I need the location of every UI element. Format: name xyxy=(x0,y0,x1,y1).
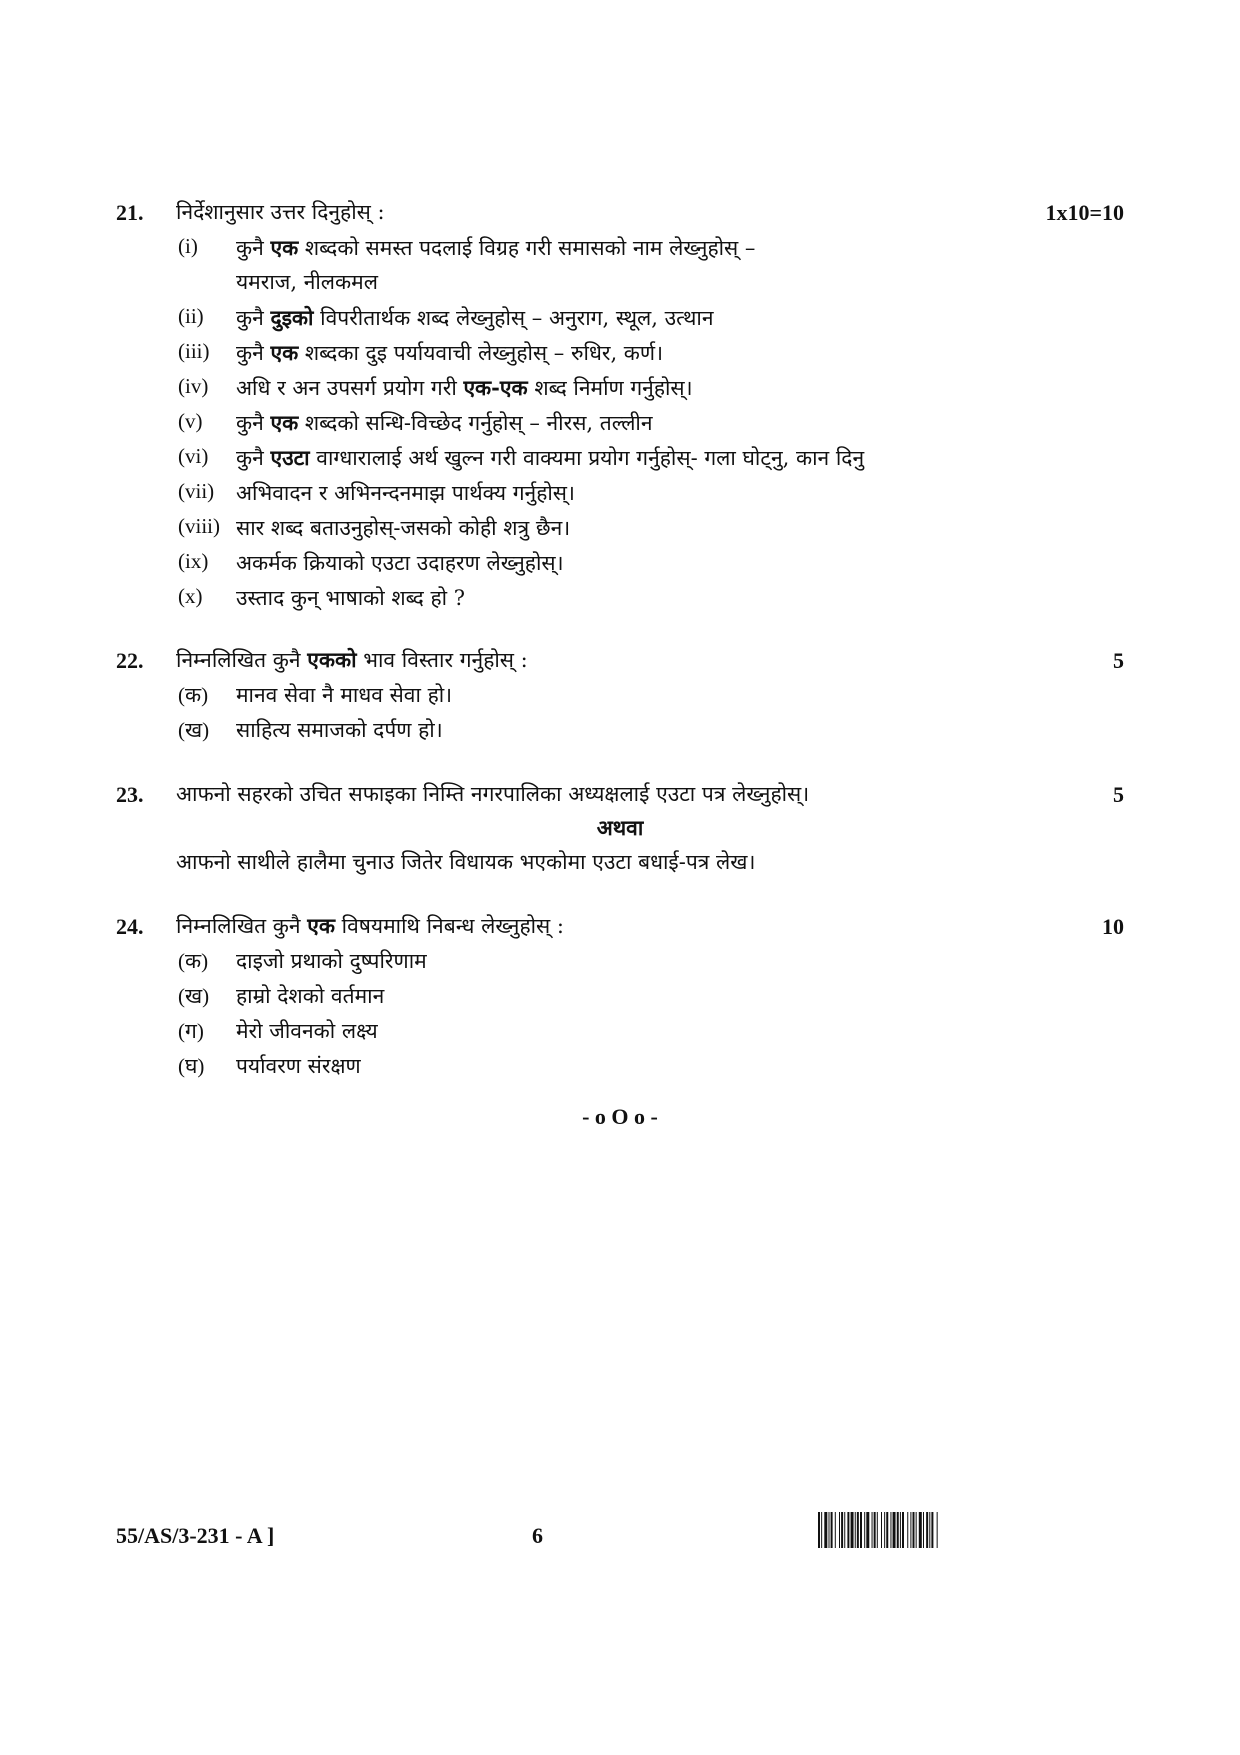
item-text: कुनै एक शब्दको सन्धि-विच्छेद गर्नुहोस् – नीरस, तल्लीन xyxy=(236,410,653,435)
item-text: मेरो जीवनको लक्ष्य xyxy=(236,1019,378,1043)
item-number: (क) xyxy=(178,683,209,707)
question-marks: 5 xyxy=(1113,648,1124,673)
item-text: दाइजो प्रथाको दुष्परिणाम xyxy=(236,949,427,973)
item-number: (vii) xyxy=(178,479,215,503)
item-text: कुनै एक शब्दका दुइ पर्यायवाची लेख्नुहोस् – रुधिर, कर्ण। xyxy=(236,340,664,365)
item-number: (iv) xyxy=(178,374,209,398)
item-number: (घ) xyxy=(178,1054,205,1078)
item-text: अभिवादन र अभिनन्दनमाझ पार्थक्य गर्नुहोस्। xyxy=(236,481,575,505)
item-text: पर्यावरण संरक्षण xyxy=(236,1054,361,1078)
item-text: कुनै दुइको विपरीतार्थक शब्द लेख्नुहोस् – अनुराग, स्थूल, उत्थान xyxy=(236,305,714,330)
item-text: हाम्रो देशको वर्तमान xyxy=(236,984,385,1008)
question-marks: 10 xyxy=(1102,914,1124,939)
item-number: (v) xyxy=(178,409,203,433)
item-text: मानव सेवा नै माधव सेवा हो। xyxy=(236,683,453,707)
question-number: 21. xyxy=(116,200,144,225)
page-number: 6 xyxy=(532,1523,543,1548)
item-text: सार शब्द बताउनुहोस्-जसको कोही शत्रु छैन। xyxy=(236,516,571,540)
question-number: 23. xyxy=(116,782,144,807)
question-text: निर्देशानुसार उत्तर दिनुहोस् : xyxy=(176,200,385,224)
item-number: (ख) xyxy=(178,984,210,1008)
item-number: (x) xyxy=(178,584,203,608)
item-text: कुनै एउटा वाग्धारालाई अर्थ खुल्न गरी वाक्यमा प्रयोग गर्नुहोस्- गला घोट्नु, कान दिनु xyxy=(236,445,865,470)
item-text: उस्ताद कुन् भाषाको शब्द हो ? xyxy=(236,586,466,610)
item-continuation: यमराज, नीलकमल xyxy=(236,270,378,294)
item-text: अधि र अन उपसर्ग प्रयोग गरी एक-एक शब्द निर्माण गर्नुहोस्। xyxy=(236,375,693,400)
question-text: निम्नलिखित कुनै एकको भाव विस्तार गर्नुहोस् : xyxy=(176,647,528,672)
end-of-paper-mark: - o O o - xyxy=(582,1104,658,1129)
alternative-question-text: आफनो साथीले हालैमा चुनाउ जितेर विधायक भएकोमा एउटा बधाई-पत्र लेख। xyxy=(176,850,756,874)
item-text: कुनै एक शब्दको समस्त पदलाई विग्रह गरी समासको नाम लेख्नुहोस् – xyxy=(236,235,756,260)
item-number: (i) xyxy=(178,234,198,258)
question-marks: 1x10=10 xyxy=(1045,200,1124,225)
item-text: साहित्य समाजको दर्पण हो। xyxy=(236,718,443,742)
item-number: (iii) xyxy=(178,339,210,363)
question-text: निम्नलिखित कुनै एक विषयमाथि निबन्ध लेख्नुहोस् : xyxy=(176,913,564,938)
item-number: (क) xyxy=(178,949,209,973)
item-number: (viii) xyxy=(178,514,220,538)
question-text: आफनो सहरको उचित सफाइका निम्ति नगरपालिका अध्यक्षलाई एउटा पत्र लेख्नुहोस्। xyxy=(176,782,810,806)
item-number: (vi) xyxy=(178,444,209,468)
item-number: (ग) xyxy=(178,1019,204,1043)
question-marks: 5 xyxy=(1113,782,1124,807)
item-text: अकर्मक क्रियाको एउटा उदाहरण लेख्नुहोस्। xyxy=(236,551,564,575)
item-number: (ख) xyxy=(178,718,210,742)
item-number: (ix) xyxy=(178,549,209,573)
question-number: 22. xyxy=(116,648,144,673)
question-number: 24. xyxy=(116,914,144,939)
barcode xyxy=(818,1512,1024,1548)
paper-code: 55/AS/3-231 - A ] xyxy=(116,1523,275,1548)
item-number: (ii) xyxy=(178,304,204,328)
or-divider: अथवा xyxy=(596,815,644,840)
